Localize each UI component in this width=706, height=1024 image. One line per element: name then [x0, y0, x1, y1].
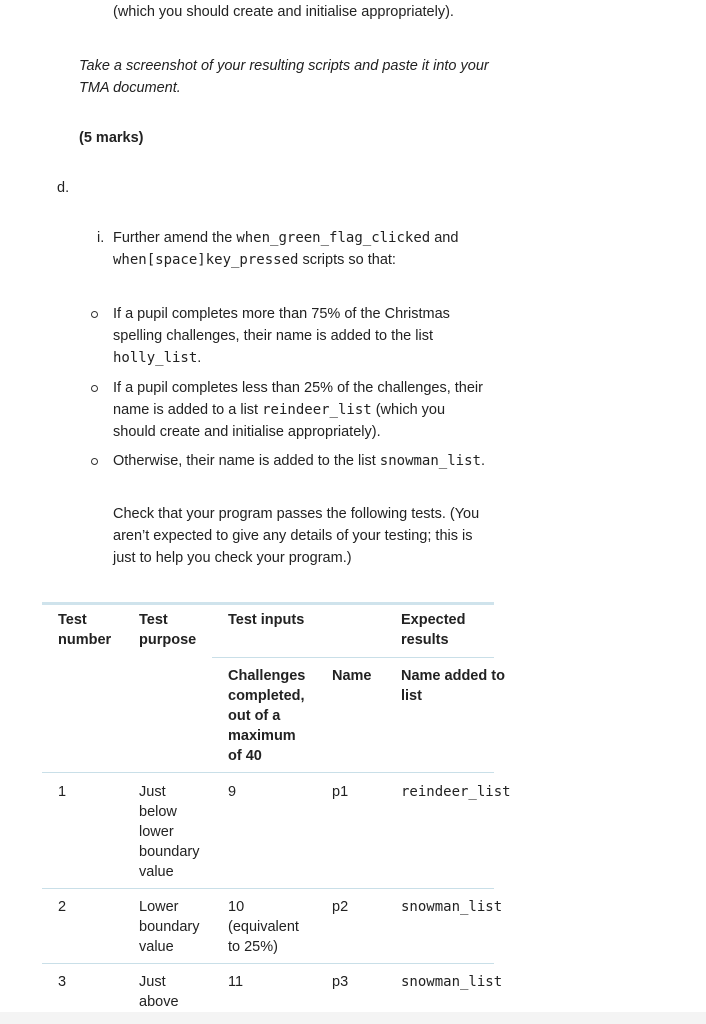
- bullet-line: should create and initialise appropriately).: [113, 424, 381, 440]
- item-text-part: and: [430, 230, 459, 246]
- screenshot-instruction: [79, 55, 489, 99]
- cell-text: value: [139, 939, 174, 955]
- row3-challenges: 11: [228, 974, 244, 990]
- cell-text: boundary: [139, 844, 200, 860]
- check-paragraph: [113, 503, 479, 569]
- subheader-text: of 40: [228, 748, 262, 764]
- cell-text: to 25%): [228, 939, 278, 955]
- header-text: number: [58, 632, 112, 648]
- row2-result: snowman_list: [401, 899, 503, 915]
- bullet-line: (which you: [371, 402, 446, 418]
- row1-name: p1: [332, 784, 349, 800]
- row1-result: reindeer_list: [401, 784, 511, 800]
- cell-text: above: [139, 994, 179, 1010]
- continuation-text: (which you should create and initialise appropriately).: [113, 4, 454, 20]
- cell-text: value: [139, 864, 174, 880]
- row1-number: 1: [58, 784, 67, 800]
- subheader-challenges: [228, 666, 305, 766]
- check-line: aren’t expected to give any details of your testing; this is: [113, 528, 473, 544]
- subheader-text: out of a: [228, 708, 281, 724]
- header-text: purpose: [139, 632, 197, 648]
- subheader-text: Challenges: [228, 668, 306, 684]
- bullet-line: Otherwise, their name is added to the list: [113, 453, 380, 469]
- instruction-line: Take a screenshot of your resulting scripts and paste it into your: [79, 58, 489, 74]
- cell-text: lower: [139, 824, 174, 840]
- row2-name: p2: [332, 899, 349, 915]
- item-text: [113, 227, 458, 271]
- row2-purpose: [139, 897, 199, 957]
- check-line: Check that your program passes the following tests. (You: [113, 506, 480, 522]
- header-sub-divider: [212, 657, 494, 658]
- subheader-name-added: [401, 666, 505, 706]
- cell-text: Just: [139, 974, 166, 990]
- row3-purpose: [139, 972, 179, 1012]
- code-when-space-key: when[space]key_pressed: [113, 252, 299, 268]
- header-test-purpose: [139, 610, 196, 650]
- bullet-item: [113, 377, 483, 443]
- cell-text: 10: [228, 899, 245, 915]
- item-text-part: Further amend the: [113, 230, 237, 246]
- instruction-line: TMA document.: [79, 80, 181, 96]
- bullet-icon: [91, 385, 98, 392]
- row3-number: 3: [58, 974, 67, 990]
- header-test-inputs: Test inputs: [228, 612, 305, 628]
- code-reindeer-list: reindeer_list: [262, 402, 372, 418]
- subheader-text: completed,: [228, 688, 305, 704]
- bullet-icon: [91, 311, 98, 318]
- marks-label: (5 marks): [79, 130, 144, 146]
- header-test-number: [58, 610, 111, 650]
- test-table: [42, 602, 511, 1022]
- row3-result: snowman_list: [401, 974, 503, 990]
- header-expected-results: [401, 610, 465, 650]
- row-divider: [42, 963, 494, 964]
- code-snowman-list: snowman_list: [379, 453, 481, 469]
- row2-number: 2: [58, 899, 67, 915]
- bullet-line: If a pupil completes more than 75% of the Christmas: [113, 306, 450, 322]
- check-line: just to help you check your program.): [113, 550, 352, 566]
- header-text: results: [401, 632, 449, 648]
- cell-text: Just: [139, 784, 166, 800]
- code-holly-list: holly_list: [113, 350, 198, 366]
- cell-text: boundary: [139, 919, 200, 935]
- bullet-line: If a pupil completes less than 25% of the challenges, their: [113, 380, 483, 396]
- header-text: Test: [139, 612, 168, 628]
- row3-name: p3: [332, 974, 349, 990]
- cell-text: Lower: [139, 899, 179, 915]
- bullet-line: .: [197, 350, 202, 366]
- bottom-edge: [0, 1012, 706, 1024]
- cell-text: (equivalent: [228, 919, 299, 935]
- table-top-border: [42, 602, 494, 605]
- header-text: Test: [58, 612, 87, 628]
- row1-purpose: [139, 782, 199, 882]
- subheader-text: Name added to: [401, 668, 505, 684]
- bullet-line: .: [480, 453, 485, 469]
- bullet-line: spelling challenges, their name is added to the list: [113, 328, 433, 344]
- code-when-green-flag: when_green_flag_clicked: [236, 230, 431, 246]
- row-divider: [42, 888, 494, 889]
- bullet-icon: [91, 458, 98, 465]
- part-label: d.: [57, 180, 70, 196]
- header-text: Expected: [401, 612, 466, 628]
- subheader-text: maximum: [228, 728, 296, 744]
- bullet-item: [113, 450, 485, 472]
- item-text-part: scripts so that:: [298, 252, 396, 268]
- bullet-item: [113, 303, 450, 369]
- row-divider: [42, 772, 494, 773]
- row1-challenges: 9: [228, 784, 237, 800]
- row2-challenges: [228, 897, 299, 957]
- item-number: i.: [97, 230, 105, 246]
- subheader-name: Name: [332, 668, 372, 684]
- cell-text: below: [139, 804, 177, 820]
- bullet-line: name is added to a list: [113, 402, 263, 418]
- subheader-text: list: [401, 688, 422, 704]
